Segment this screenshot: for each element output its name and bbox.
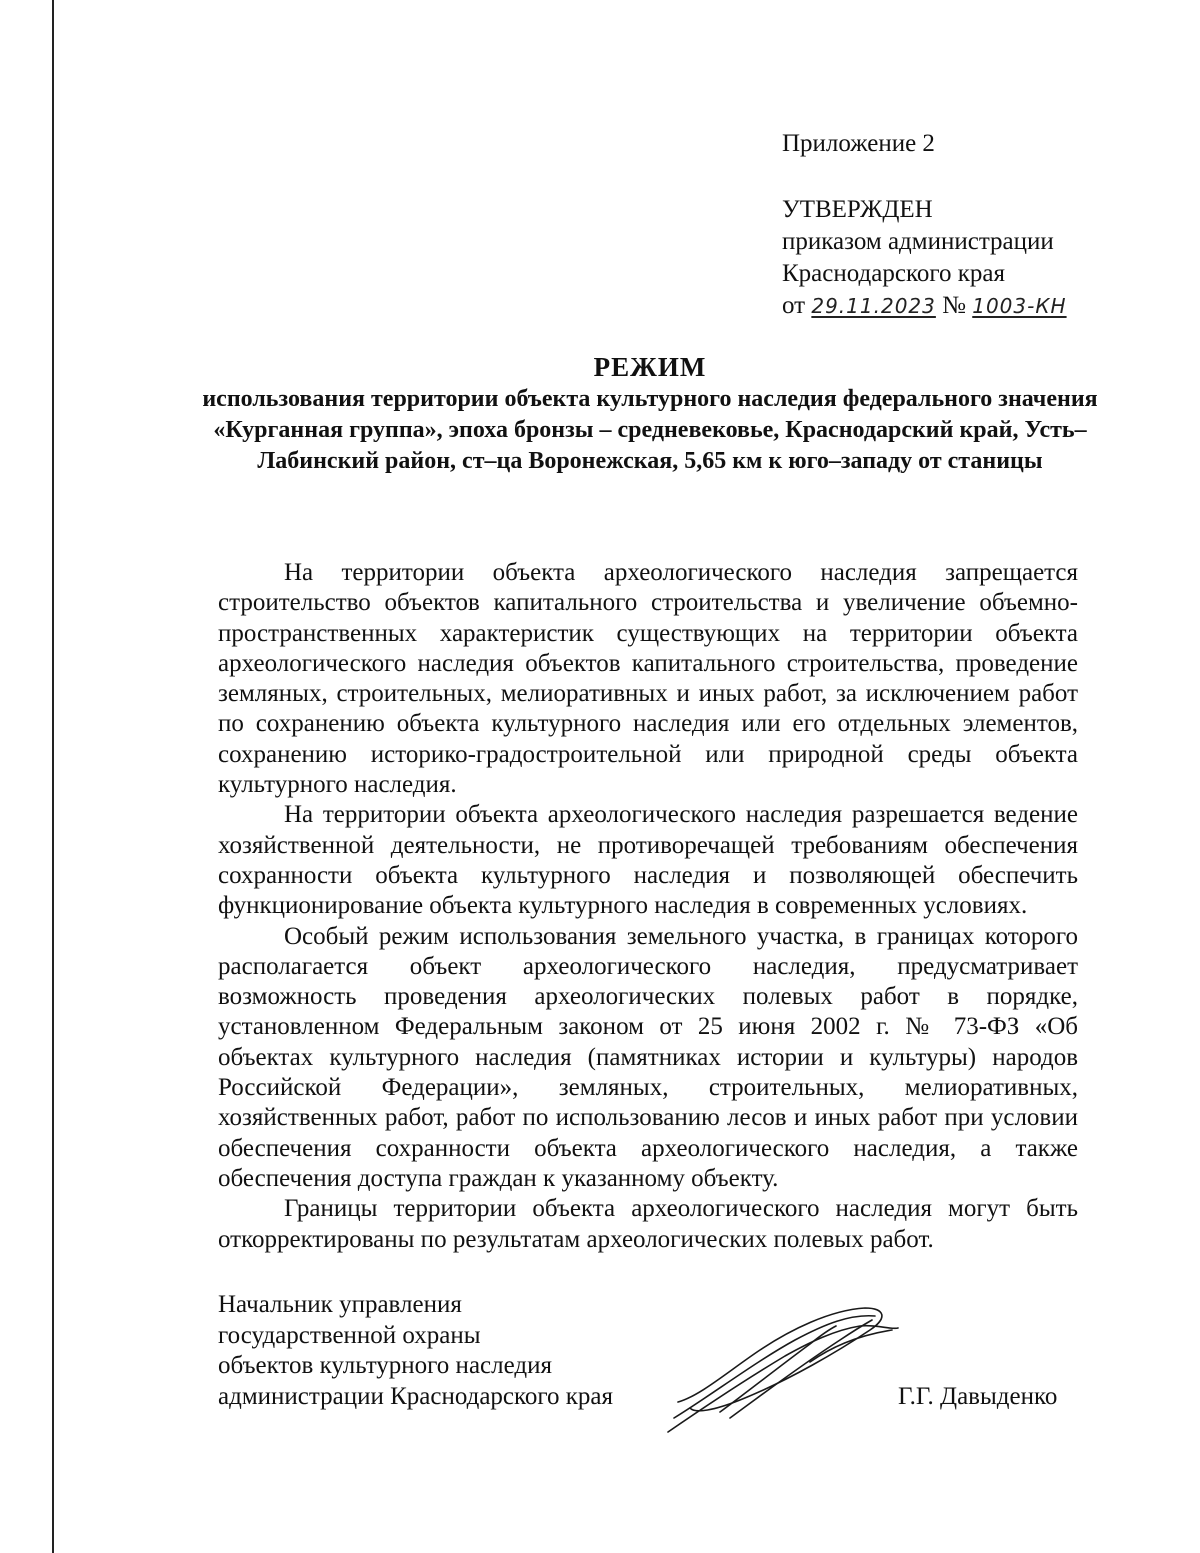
- document-body: [218, 558, 1078, 1255]
- signatory-position-line-4: администрации Краснодарского края: [218, 1382, 614, 1410]
- order-date-number-line: [782, 290, 1162, 322]
- signatory-position-block: [218, 1290, 658, 1412]
- approval-stamp-block: [782, 128, 1162, 322]
- body-paragraph-2: На территории объекта археологического наследия разрешается ведение хозяйственной деятельности, не противоречащей требованиям обеспечения сохранности объекта культурного наследия и позволяющей обеспечить функционирование объекта культурного наследия в современных условиях.: [218, 801, 1078, 920]
- approved-heading: УТВЕРЖДЕН: [782, 196, 933, 223]
- signatory-position-line-1: Начальник управления: [218, 1291, 462, 1318]
- approved-by-line-2: Краснодарского края: [782, 260, 1005, 287]
- appendix-label: Приложение 2: [782, 130, 935, 157]
- document-subtitle: использования территории объекта культурного наследия федерального значения «Курганная группа», эпоха бронзы – средневековье, Краснодарский край, Усть–Лабинский район, ст–ца Воронежская, 5,65 км к юго–западу от станицы: [202, 386, 1098, 474]
- signatory-position-line-3: объектов культурного наследия: [218, 1352, 552, 1379]
- signatory-name: Г.Г. Давыденко: [898, 1383, 1058, 1410]
- document-title-block: [150, 350, 1150, 477]
- body-paragraph-4: Границы территории объекта археологического наследия могут быть откорректированы по результатам археологических полевых работ.: [218, 1195, 1078, 1253]
- body-paragraph-1: На территории объекта археологического наследия запрещается строительство объектов капитального строительства и увеличение объемно-пространственных характеристик существующих на территории объекта археологического наследия объектов капитального строительства, проведение земляных, строительных, мелиоративных и иных работ, за исключением работ по сохранению объекта культурного наследия или его отдельных элементов, сохранению историко-градостроительной или природной среды объекта культурного наследия.: [218, 559, 1078, 799]
- order-number-handwritten: 1003-КН: [972, 294, 1067, 318]
- order-date-handwritten: 29.11.2023: [811, 294, 936, 318]
- signatory-position-line-2: государственной охраны: [218, 1321, 481, 1349]
- number-prefix: №: [942, 292, 966, 319]
- body-paragraph-3: Особый режим использования земельного участка, в границах которого располагается объект археологического наследия, предусматривает возможность проведения археологических полевых работ в порядке, установленном Федеральным законом от 25 июня 2002 г. № 73-ФЗ «Об объектах культурного наследия (памятниках истории и культуры) народов Российской Федерации», земляных, строительных, мелиоративных, хозяйственных работ, работ по использованию лесов и иных работ при условии обеспечения сохранности объекта археологического наследия, а также обеспечения доступа граждан к указанному объекту.: [218, 922, 1078, 1192]
- document-title: РЕЖИМ: [593, 352, 707, 382]
- date-prefix: от: [782, 292, 806, 319]
- handwritten-signature: [660, 1300, 900, 1440]
- scan-left-edge-line: [52, 0, 54, 1553]
- approved-by-line-1: приказом администрации: [782, 228, 1054, 255]
